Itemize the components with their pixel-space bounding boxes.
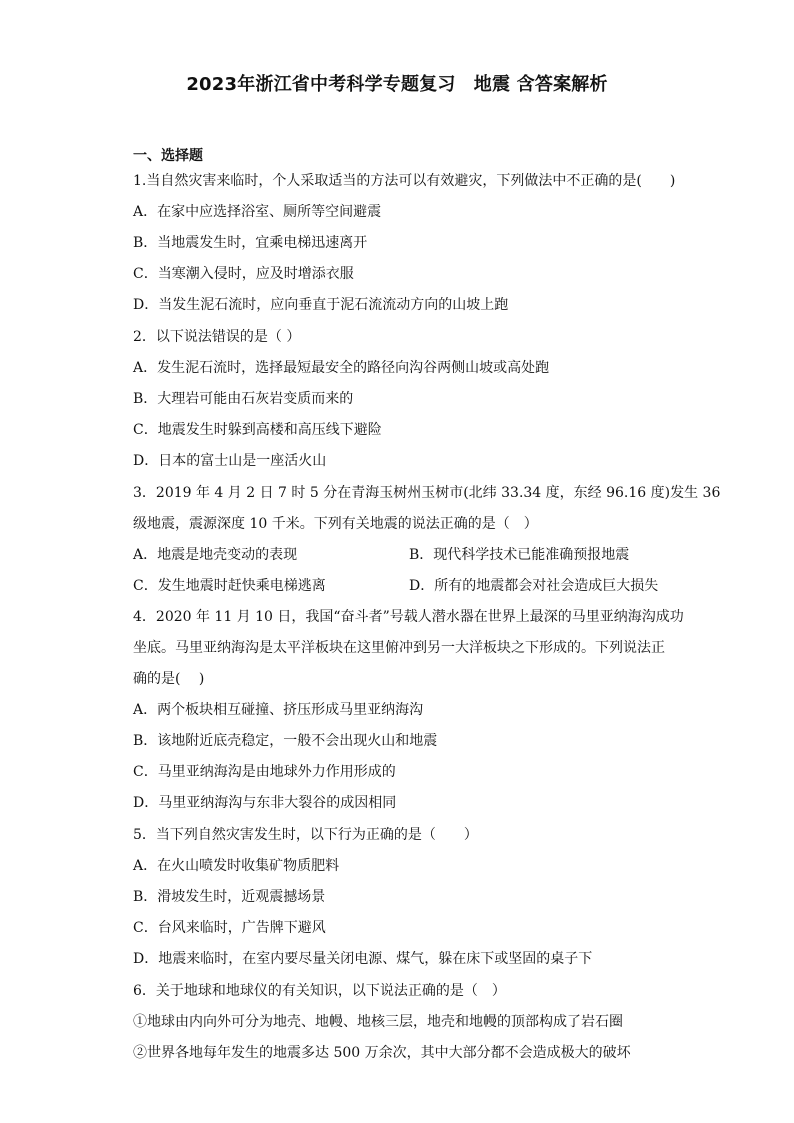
question-1-option-d: D．当发生泥石流时，应向垂直于泥石流流动方向的山坡上跑 bbox=[133, 297, 509, 313]
question-3-option-c: C．发生地震时赶快乘电梯逃离 bbox=[133, 578, 326, 594]
question-2-option-d: D．日本的富士山是一座活火山 bbox=[133, 453, 327, 469]
question-1-option-c: C．当寒潮入侵时，应及时增添衣服 bbox=[133, 266, 354, 282]
question-4-stem-line-3: 确的是( ) bbox=[133, 671, 205, 687]
question-3-option-d: D．所有的地震都会对社会造成巨大损失 bbox=[409, 578, 659, 594]
question-5-stem: 5．当下列自然灾害发生时，以下行为正确的是（ ） bbox=[133, 827, 478, 843]
document-title: 2023年浙江省中考科学专题复习 地震 含答案解析 bbox=[186, 74, 608, 95]
question-3-option-a: A．地震是地壳变动的表现 bbox=[133, 547, 298, 563]
section-heading: 一、选择题 bbox=[133, 148, 203, 164]
question-2-option-c: C．地震发生时躲到高楼和高压线下避险 bbox=[133, 422, 382, 438]
question-5-option-c: C．台风来临时，广告牌下避风 bbox=[133, 920, 326, 936]
question-4-option-b: B．该地附近底壳稳定，一般不会出现火山和地震 bbox=[133, 733, 438, 749]
question-4-stem-line-1: 4．2020 年 11 月 10 日，我国“奋斗者”号载人潜水器在世界上最深的马里亚纳海沟成功 bbox=[133, 609, 684, 625]
question-5-option-d: D．地震来临时，在室内要尽量关闭电源、煤气，躲在床下或坚固的桌子下 bbox=[133, 951, 593, 967]
question-4-stem-line-2: 坐底。马里亚纳海沟是太平洋板块在这里俯冲到另一大洋板块之下形成的。下列说法正 bbox=[133, 640, 665, 656]
question-2-option-a: A．发生泥石流时，选择最短最安全的路径向沟谷两侧山坡或高处跑 bbox=[133, 360, 550, 376]
question-6-stem: 6．关于地球和地球仪的有关知识，以下说法正确的是（ ） bbox=[133, 983, 506, 999]
question-1-option-a: A．在家中应选择浴室、厕所等空间避震 bbox=[133, 204, 382, 220]
question-5-option-b: B．滑坡发生时，近观震撼场景 bbox=[133, 889, 326, 905]
question-6-statement-2: ②世界各地每年发生的地震多达 500 万余次，其中大部分都不会造成极大的破坏 bbox=[133, 1045, 631, 1061]
question-4-option-d: D．马里亚纳海沟与东非大裂谷的成因相同 bbox=[133, 795, 397, 811]
question-2-option-b: B．大理岩可能由石灰岩变质而来的 bbox=[133, 391, 354, 407]
question-2-stem: 2．以下说法错误的是（ ） bbox=[133, 329, 301, 345]
question-1-option-b: B．当地震发生时，宜乘电梯迅速离开 bbox=[133, 235, 368, 251]
question-1-stem: 1.当自然灾害来临时，个人采取适当的方法可以有效避灾，下列做法中不正确的是( ) bbox=[133, 173, 676, 189]
question-3-option-b: B．现代科学技术已能准确预报地震 bbox=[409, 547, 630, 563]
question-5-option-a: A．在火山喷发时收集矿物质肥料 bbox=[133, 858, 340, 874]
question-3-stem-line-2: 级地震，震源深度 10 千米。下列有关地震的说法正确的是（ ） bbox=[133, 516, 538, 532]
question-4-option-a: A．两个板块相互碰撞、挤压形成马里亚纳海沟 bbox=[133, 702, 424, 718]
question-3-stem-line-1: 3．2019 年 4 月 2 日 7 时 5 分在青海玉树州玉树市(北纬 33.34 度，东经 96.16 度)发生 36 bbox=[133, 485, 721, 501]
question-4-option-c: C．马里亚纳海沟是由地球外力作用形成的 bbox=[133, 764, 396, 780]
question-6-statement-1: ①地球由内向外可分为地壳、地幔、地核三层，地壳和地幔的顶部构成了岩石圈 bbox=[133, 1014, 623, 1030]
